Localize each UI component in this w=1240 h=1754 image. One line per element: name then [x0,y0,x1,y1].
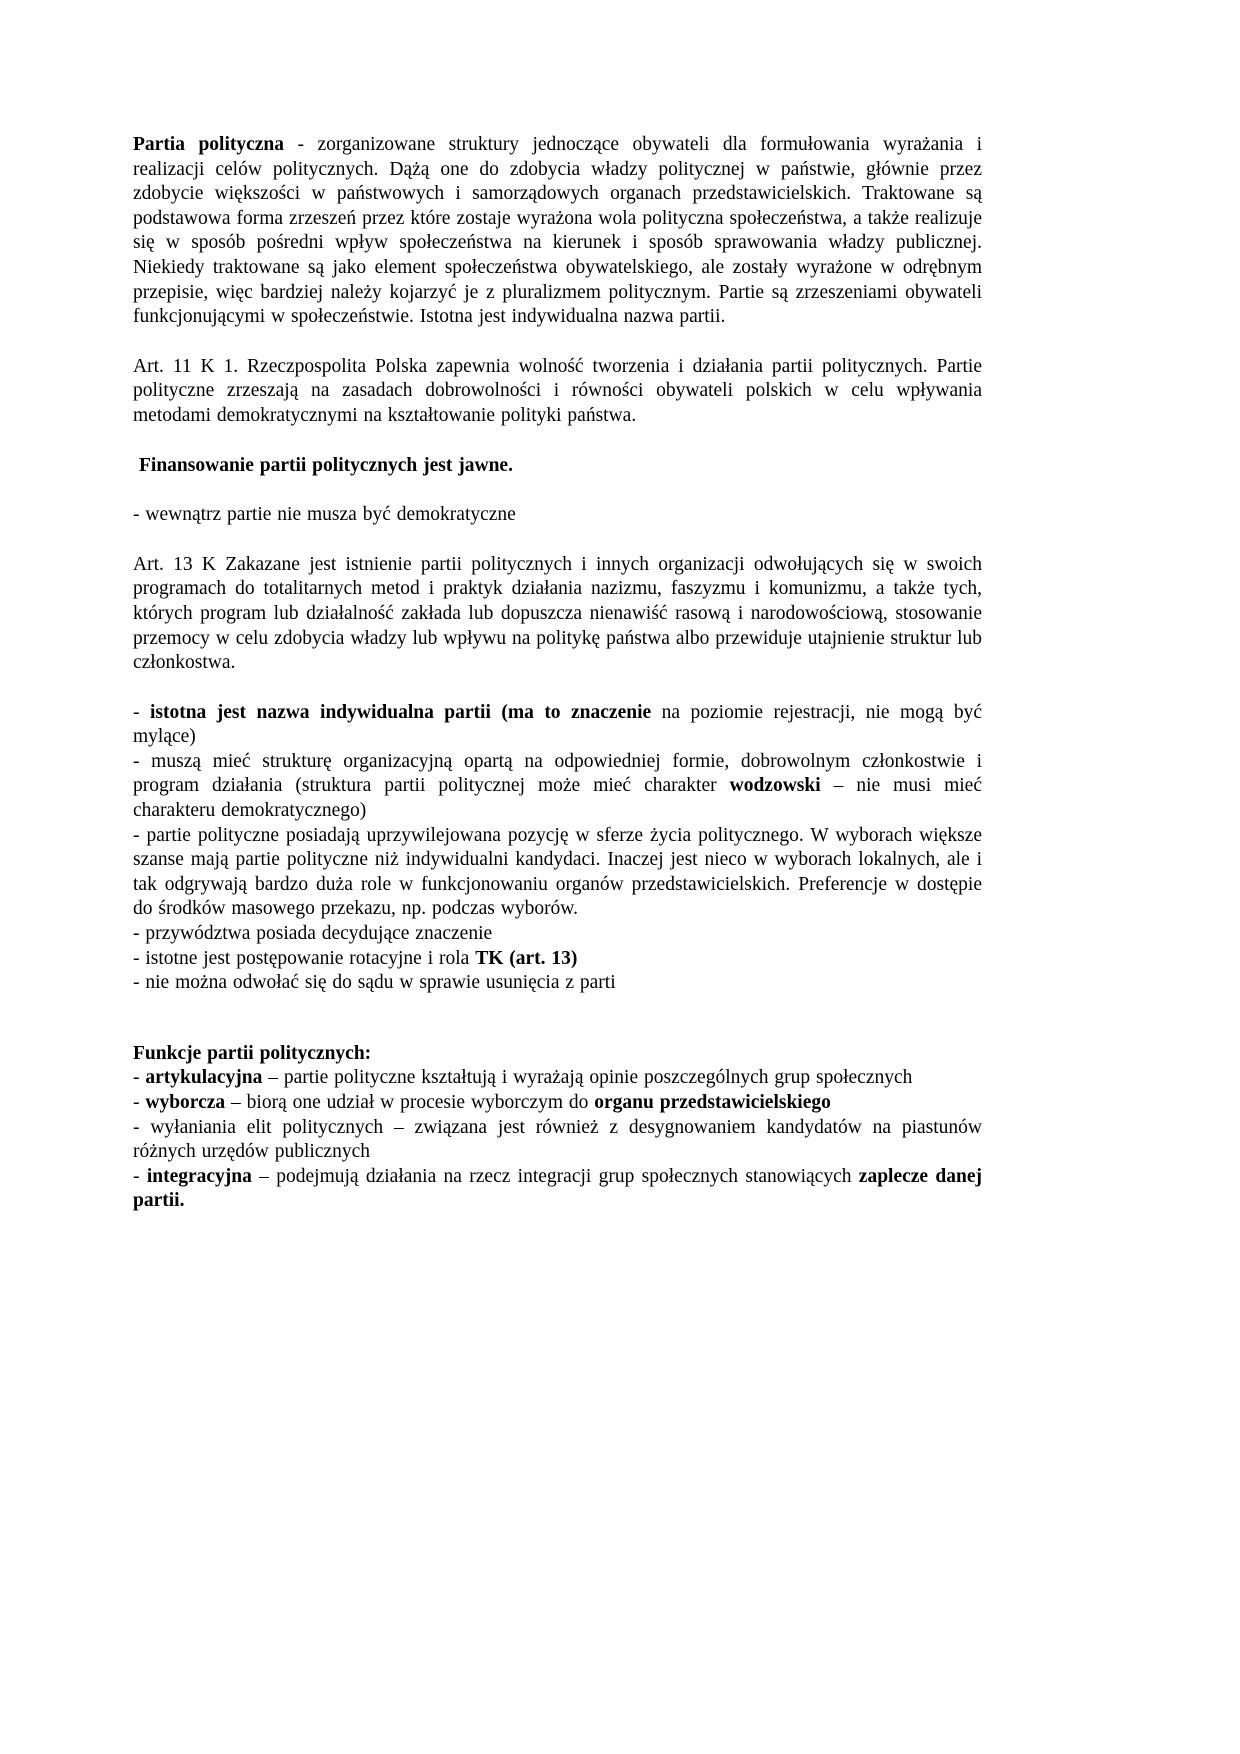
text-run: Funkcje partii politycznych: [133,1042,372,1064]
text-run: Partia polityczna [133,134,285,155]
text-run: Art. 11 K 1. Rzeczpospolita Polska zapewnia wolność tworzenia i działania partii politycznych. Partie polityczne zrzeszają na zasadach dobrowolności i równości obywateli polskich w celu wpływania metodami demokratycznymi na kształtowanie polityki państwa. [133,355,982,426]
text-run: integracyjna [146,1165,252,1187]
text-run: – partie polityczne kształtują i wyrażają opinie poszczególnych grup społecznych [262,1067,913,1089]
document-body [133,133,982,1214]
list-item-przywodztwa [133,922,982,947]
paragraph-art-11 [133,355,982,429]
text-run: artykulacyjna [145,1067,263,1089]
text-run: - [133,701,150,723]
paragraph-art-13 [133,553,982,676]
text-run: Art. 13 K Zakazane jest istnienie partii politycznych i innych organizacji odwołujących się w swoich programach do totalitarnych metod i praktyk działania nazizmu, faszyzmu i komunizmu, a także tych, których program lub działalność zakłada lub dopuszcza nienawiść rasową i narodowościową, stosowanie przemocy w celu zdobycia władzy lub wpływu na politykę państwa albo przewiduje utajnienie struktur lub członkostwa. [133,553,983,674]
text-run: TK (art. 13) [475,947,578,969]
text-run: – podejmują działania na rzecz integracji grup społecznych stanowiących [251,1165,859,1187]
text-run: - nie można odwołać się do sądu w sprawie usunięcia z parti [133,972,616,994]
text-run: na poziomie rejestracji, nie mogą być mylące) [133,701,983,748]
paragraph-wewnatrz [133,503,982,528]
list-item-rotacyjne [133,947,982,972]
text-run: wodzowski [729,775,821,797]
text-run: - [133,1092,146,1113]
text-run: - istotne jest postępowanie rotacyjne i rola [133,947,476,969]
text-run: organu przedstawicielskiego [594,1092,831,1113]
text-run: - wewnątrz partie nie musza być demokratyczne [133,504,516,526]
text-run: - [133,1165,147,1187]
text-run: - partie polityczne posiadają uprzywilejowana pozycję w sferze życia politycznego. W wyborach większe szanse mają partie polityczne niż indywidualni kandydaci. Inaczej jest nieco w wyborach lokalnych, ale i tak odgrywają bardzo duża role w funkcjonowaniu organów przedstawicielskich. Preferencje w dostępie do środków masowego przekazu, np. podczas wyborów. [133,824,982,920]
paragraph-intro [133,133,982,330]
list-item-wylaniania [133,1116,982,1165]
text-run: – biorą one udział w procesie wyborczym do [225,1092,595,1113]
list-item-wyborcza [133,1091,982,1116]
text-run: zaplecze danej partii. [133,1165,982,1212]
list-item-artykulacyjna [133,1066,982,1091]
text-run: Finansowanie partii politycznych jest jawne. [139,454,513,476]
text-run: – nie musi mieć charakteru demokratycznego) [133,775,982,822]
text-run: - muszą mieć strukturę organizacyjną opartą na odpowiedniej formie, dobrowolnym członkostwie i program działania (struktura partii politycznej może mieć charakter [133,750,982,797]
text-run: - zorganizowane struktury jednoczące obywateli dla formułowania wyrażania i realizacji celów politycznych. Dążą one do zdobycia władzy politycznej w państwie, głównie przez zdobycie większości w państwowych i samorządowych organach przedstawicielskich. Traktowane są podstawowa forma zrzeszeń przez które zostaje wyrażona wola polityczna społeczeństwa, a także realizuje się w sposób pośredni wpływ społeczeństwa na kierunek i sposób sprawowania władzy publicznej. Niekiedy traktowane są jako element społeczeństwa obywatelskiego, ale zostały wyrażone w odrębnym przepisie, więc bardziej należy kojarzyć je z pluralizmem politycznym. Partie są zrzeszeniami obywateli funkcjonującymi w społeczeństwie. Istotna jest indywidualna nazwa partii. [133,134,982,328]
list-item-integracyjna [133,1165,982,1214]
list-item-istotna-nazwa [133,701,982,750]
text-run: wyborcza [145,1092,226,1113]
list-item-sad [133,971,982,996]
section-heading-funkcje [133,1042,982,1067]
text-run: istotna jest nazwa indywidualna partii (ma to znaczenie [149,701,652,723]
text-run: - wyłaniania elit politycznych – związana jest również z desygnowaniem kandydatów na piastunów różnych urzędów publicznych [133,1116,982,1163]
text-run: - przywództwa posiada decydujące znaczenie [133,923,493,945]
list-item-uprzywilejowana [133,824,982,922]
paragraph-finansowanie [133,454,982,479]
list-item-struktura [133,750,982,824]
text-run: - [133,1067,146,1089]
